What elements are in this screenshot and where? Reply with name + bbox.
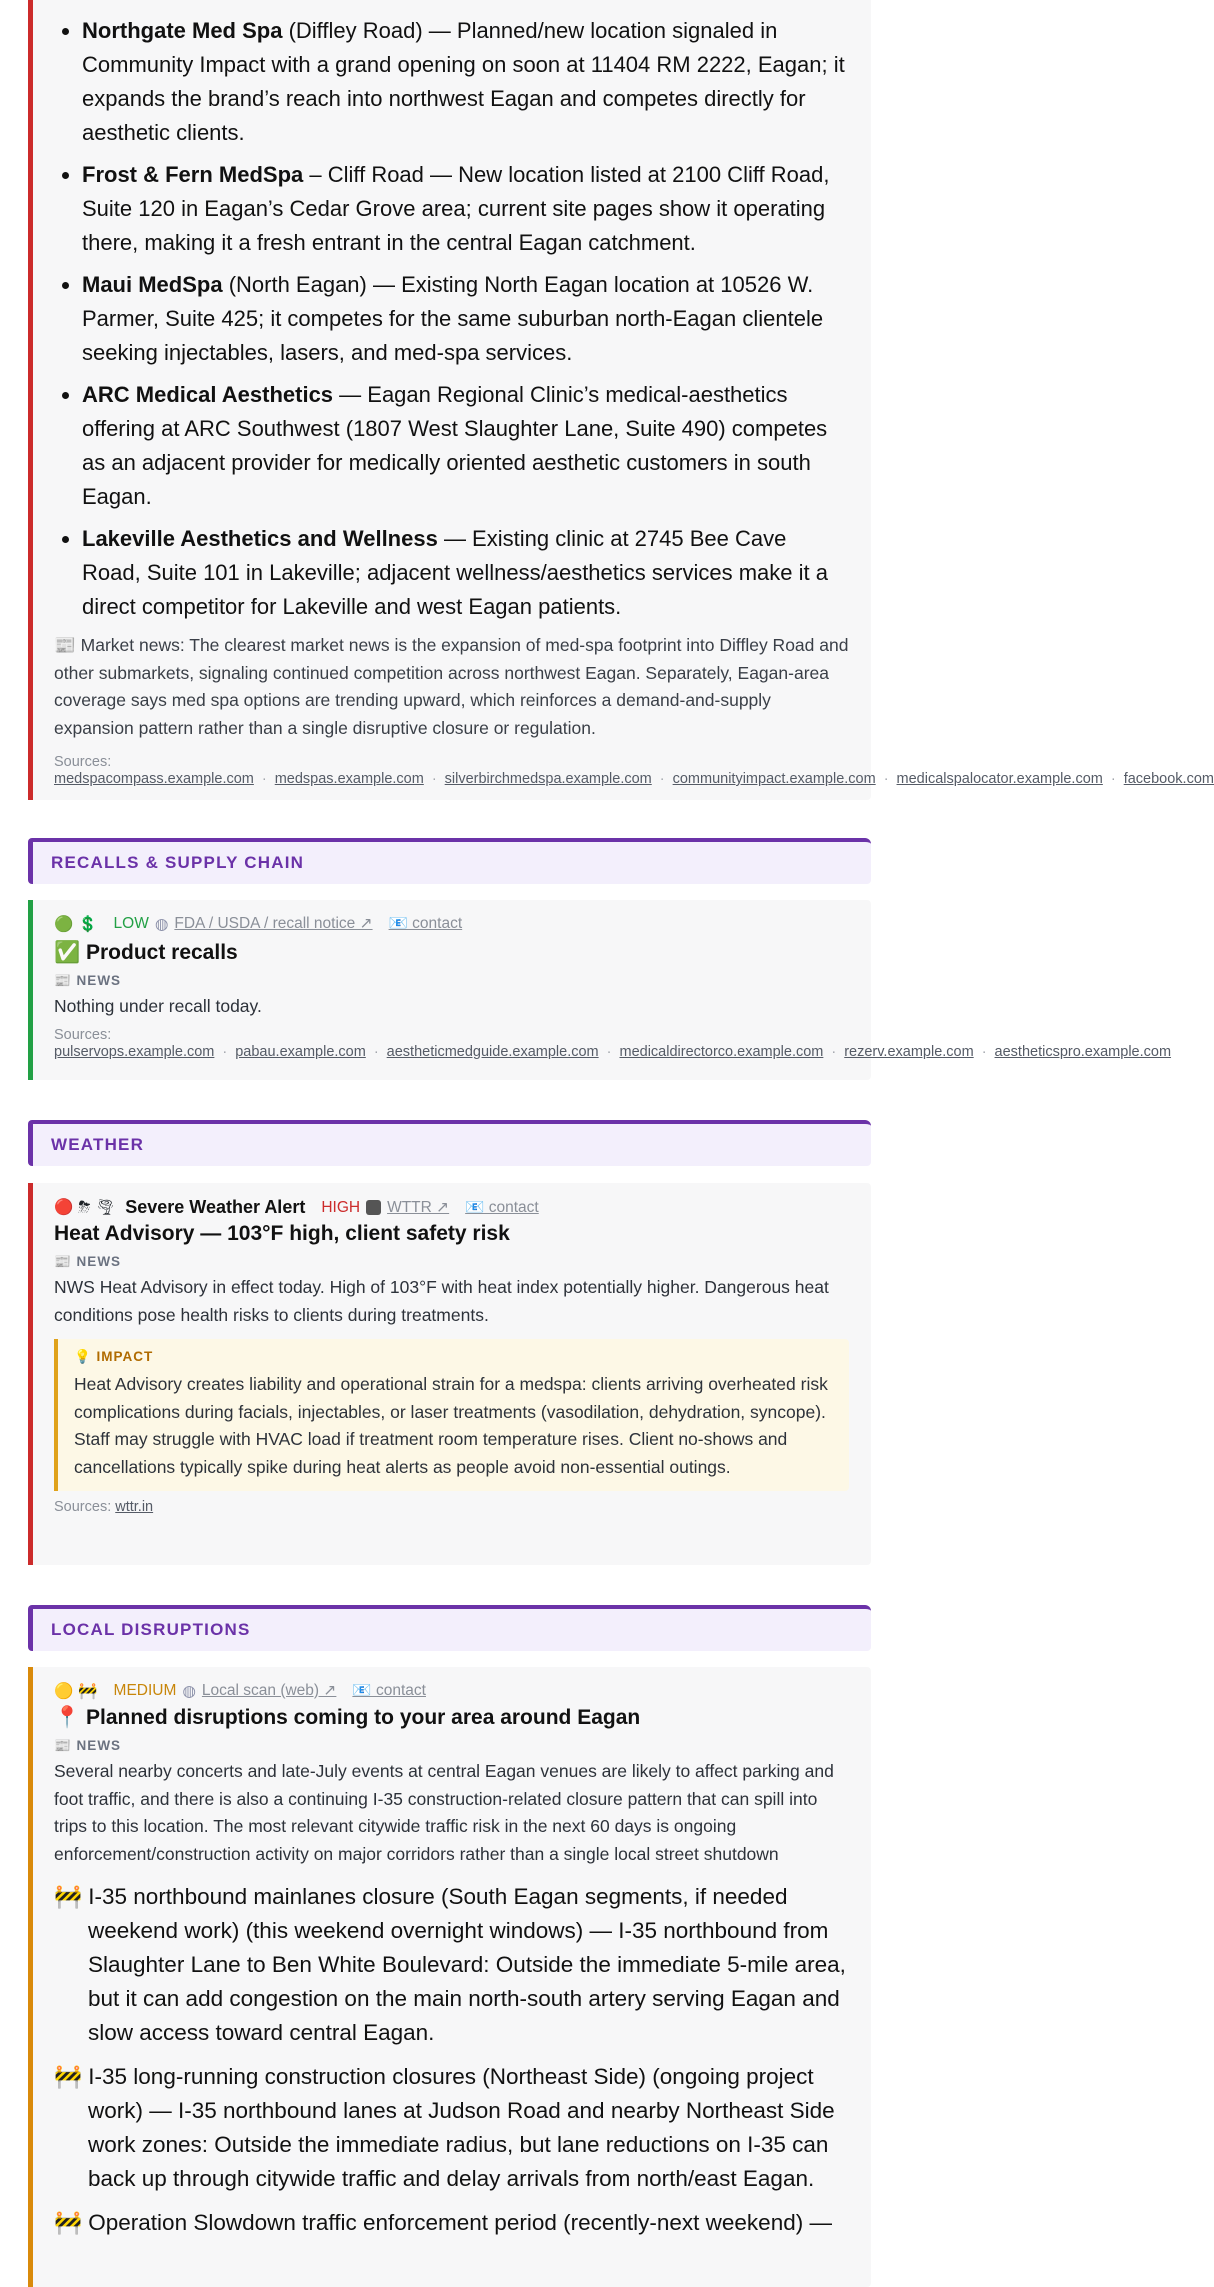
source-link[interactable]: facebook.com xyxy=(1123,771,1214,787)
disruption-list xyxy=(54,1880,849,2240)
disruption-item: 🚧 I-35 northbound mainlanes closure (South Eagan segments, if needed weekend work) (this weekend overnight windows) — I-35 northbound from Slaughter Lane to Ben White Boulevard: Outside the immediate 5-mile area, but it can add congestion on the main north-south artery serving Eagan and slow access toward central Eagan. xyxy=(54,1884,846,2045)
competitor-name: Northgate Med Spa xyxy=(82,18,283,43)
competitor-name: ARC Medical Aesthetics xyxy=(82,382,334,407)
competitor-description: — Eagan Regional Clinic’s medical-aesthetics offering at ARC Southwest (1807 West Slaughter Lane, Suite 490) competes as an adjacent provider for medically oriented aesthetic customers in south Eagan. xyxy=(82,382,828,509)
disruption-item: 🚧 Operation Slowdown traffic enforcement period (recently-next weekend) — xyxy=(54,2210,832,2235)
disruption-item: 🚧 I-35 long-running construction closures (Northeast Side) (ongoing project work) — I-35 northbound lanes at Judson Road and nearby Northeast Side work zones: Outside the immediate radius, but lane reductions on I-35 can back up through citywide traffic and delay arrivals from north/east Eagan. xyxy=(54,2064,835,2191)
source-separator: · xyxy=(659,771,665,787)
competitor-description: (North Eagan) — Existing North Eagan location at 10526 W. Parmer, Suite 425; it competes for the same suburban north-Eagan clientele seeking injectables, lasers, and med-spa services. xyxy=(82,272,824,365)
competitor-item xyxy=(82,158,849,260)
weather-title: Heat Advisory — 103°F high, client safety risk xyxy=(54,1222,510,1245)
recalls-meta-row xyxy=(54,914,849,933)
competitor-sources xyxy=(54,754,1214,788)
source-link[interactable]: medspas.example.com xyxy=(274,771,424,787)
recalls-card xyxy=(28,900,1172,1080)
weather-card xyxy=(28,1183,871,1565)
source-link[interactable]: silverbirchmedspa.example.com xyxy=(444,771,652,787)
impact-text: Heat Advisory creates liability and operational strain for a medspa: clients arriving overheated risk complications during facials, injectables, or laser treatments (vasodilation, dehydration, syncope). Staff may struggle with HVAC load if treatment room temperature rises. Client no-shows and cancellations typically spike during heat alerts as people avoid non-essential outings. xyxy=(74,1374,828,1477)
source-link[interactable]: communityimpact.example.com xyxy=(672,771,876,787)
contact-link[interactable]: 📧 contact xyxy=(388,915,463,932)
source-link[interactable]: aestheticspro.example.com xyxy=(994,1043,1172,1060)
impact-box xyxy=(54,1339,849,1491)
news-tag: 📰 NEWS xyxy=(54,1254,122,1269)
competitor-name: Frost & Fern MedSpa xyxy=(82,162,304,187)
impact-label: 💡 IMPACT xyxy=(74,1349,154,1364)
source-link[interactable]: rezerv.example.com xyxy=(844,1043,974,1060)
source-link[interactable]: pulservops.example.com xyxy=(54,1043,215,1060)
weather-source-icon xyxy=(366,1200,381,1215)
competitor-description: – Cliff Road — New location listed at 2100 Cliff Road, Suite 120 in Eagan’s Cedar Grove area; current site pages show it operating there, making it a fresh entrant in the central Eagan catchment. xyxy=(82,162,830,255)
source-link[interactable]: aestheticmedguide.example.com xyxy=(386,1043,599,1060)
weather-source-link[interactable]: WTTR ↗ xyxy=(387,1199,450,1216)
source-link[interactable]: medicaldirectorco.example.com xyxy=(619,1043,824,1060)
sources-label: Sources: xyxy=(54,1026,112,1043)
source-separator: · xyxy=(883,771,889,787)
source-link[interactable]: medspacompass.example.com xyxy=(54,771,254,787)
sources-label: Sources: xyxy=(54,1499,116,1515)
section-header-recalls: RECALLS & SUPPLY CHAIN xyxy=(28,838,871,884)
source-link[interactable]: wttr.in xyxy=(115,1499,154,1515)
weather-sources xyxy=(54,1499,849,1516)
disruptions-body: Several nearby concerts and late-July events at central Eagan venues are likely to affect parking and foot traffic, and there is also a continuing I-35 construction-related closure pattern that can spill into trips to this location. The most relevant citywide traffic risk in the next 60 days is ongoing enforcement/construction activity on major corridors rather than a single local street shutdown xyxy=(54,1761,834,1864)
source-separator: · xyxy=(981,1043,987,1060)
source-separator: · xyxy=(606,1043,612,1060)
source-separator: · xyxy=(1110,771,1116,787)
section-header-weather: WEATHER xyxy=(28,1120,871,1166)
weather-alert-icons: 🔴 ⛈ 🌪 xyxy=(54,1198,116,1216)
source-link[interactable]: pabau.example.com xyxy=(235,1043,366,1060)
disruption-source-link[interactable]: Local scan (web) ↗ xyxy=(201,1682,337,1699)
globe-icon: ◍ xyxy=(182,1681,196,1700)
recall-source-link[interactable]: FDA / USDA / recall notice ↗ xyxy=(174,915,373,932)
source-separator: · xyxy=(431,771,437,787)
competitor-name: Lakeville Aesthetics and Wellness xyxy=(82,526,438,551)
contact-link[interactable]: 📧 contact xyxy=(465,1199,539,1216)
competitor-description: — Existing clinic at 2745 Bee Cave Road, Suite 101 in Lakeville; adjacent wellness/aesthetics services make it a direct competitor for Lakeville and west Eagan patients. xyxy=(82,526,828,619)
severity-badge: MEDIUM xyxy=(113,1681,177,1699)
contact-link[interactable]: 📧 contact xyxy=(352,1682,426,1699)
disruptions-meta-row xyxy=(54,1681,849,1700)
source-separator: · xyxy=(261,771,267,787)
disruptions-title: 📍 Planned disruptions coming to your area around Eagan xyxy=(54,1706,641,1729)
competitor-item xyxy=(82,268,849,370)
competitor-name: Maui MedSpa xyxy=(82,272,223,297)
source-separator: · xyxy=(831,1043,837,1060)
weather-body: NWS Heat Advisory in effect today. High of 103°F with heat index potentially higher. Dangerous heat conditions pose health risks to clients during treatments. xyxy=(54,1277,829,1325)
sources-label: Sources: xyxy=(54,754,112,770)
recalls-sources xyxy=(54,1026,1172,1061)
alert-title: Severe Weather Alert xyxy=(125,1197,306,1217)
severity-status-icon: 🟢 💲 xyxy=(54,914,98,933)
source-separator: · xyxy=(222,1043,228,1060)
disruption-status-icons: 🟡 🚧 xyxy=(54,1681,98,1700)
recalls-title: ✅ Product recalls xyxy=(54,941,238,964)
section-header-disruptions: LOCAL DISRUPTIONS xyxy=(28,1605,871,1651)
source-link[interactable]: medicalspalocator.example.com xyxy=(896,771,1103,787)
severity-badge: HIGH xyxy=(321,1198,361,1216)
recalls-body: Nothing under recall today. xyxy=(54,996,262,1016)
severity-badge: LOW xyxy=(113,914,149,932)
market-news: 📰 Market news: The clearest market news is the expansion of med-spa footprint into Diffley Road and other submarkets, signaling continued competition across northwest Eagan. Separately, Eagan-area coverage says med spa options are trending upward, which reinforces a demand-and-supply expansion pattern rather than a single disruptive closure or regulation. xyxy=(54,635,849,738)
competitors-card xyxy=(28,0,1214,800)
news-tag: 📰 NEWS xyxy=(54,1738,122,1753)
competitor-list xyxy=(54,14,849,624)
competitor-item xyxy=(82,522,849,624)
competitor-item xyxy=(82,378,849,514)
globe-icon: ◍ xyxy=(154,914,169,933)
news-tag: 📰 NEWS xyxy=(54,973,122,988)
competitor-item xyxy=(82,14,849,150)
weather-meta-row xyxy=(54,1197,849,1218)
disruptions-card xyxy=(28,1667,871,2287)
source-separator: · xyxy=(373,1043,379,1060)
competitor-description: (Diffley Road) — Planned/new location signaled in Community Impact with a grand opening on soon at 11404 RM 2222, Eagan; it expands the brand’s reach into northwest Eagan and competes directly for aesthetic clients. xyxy=(82,18,845,145)
